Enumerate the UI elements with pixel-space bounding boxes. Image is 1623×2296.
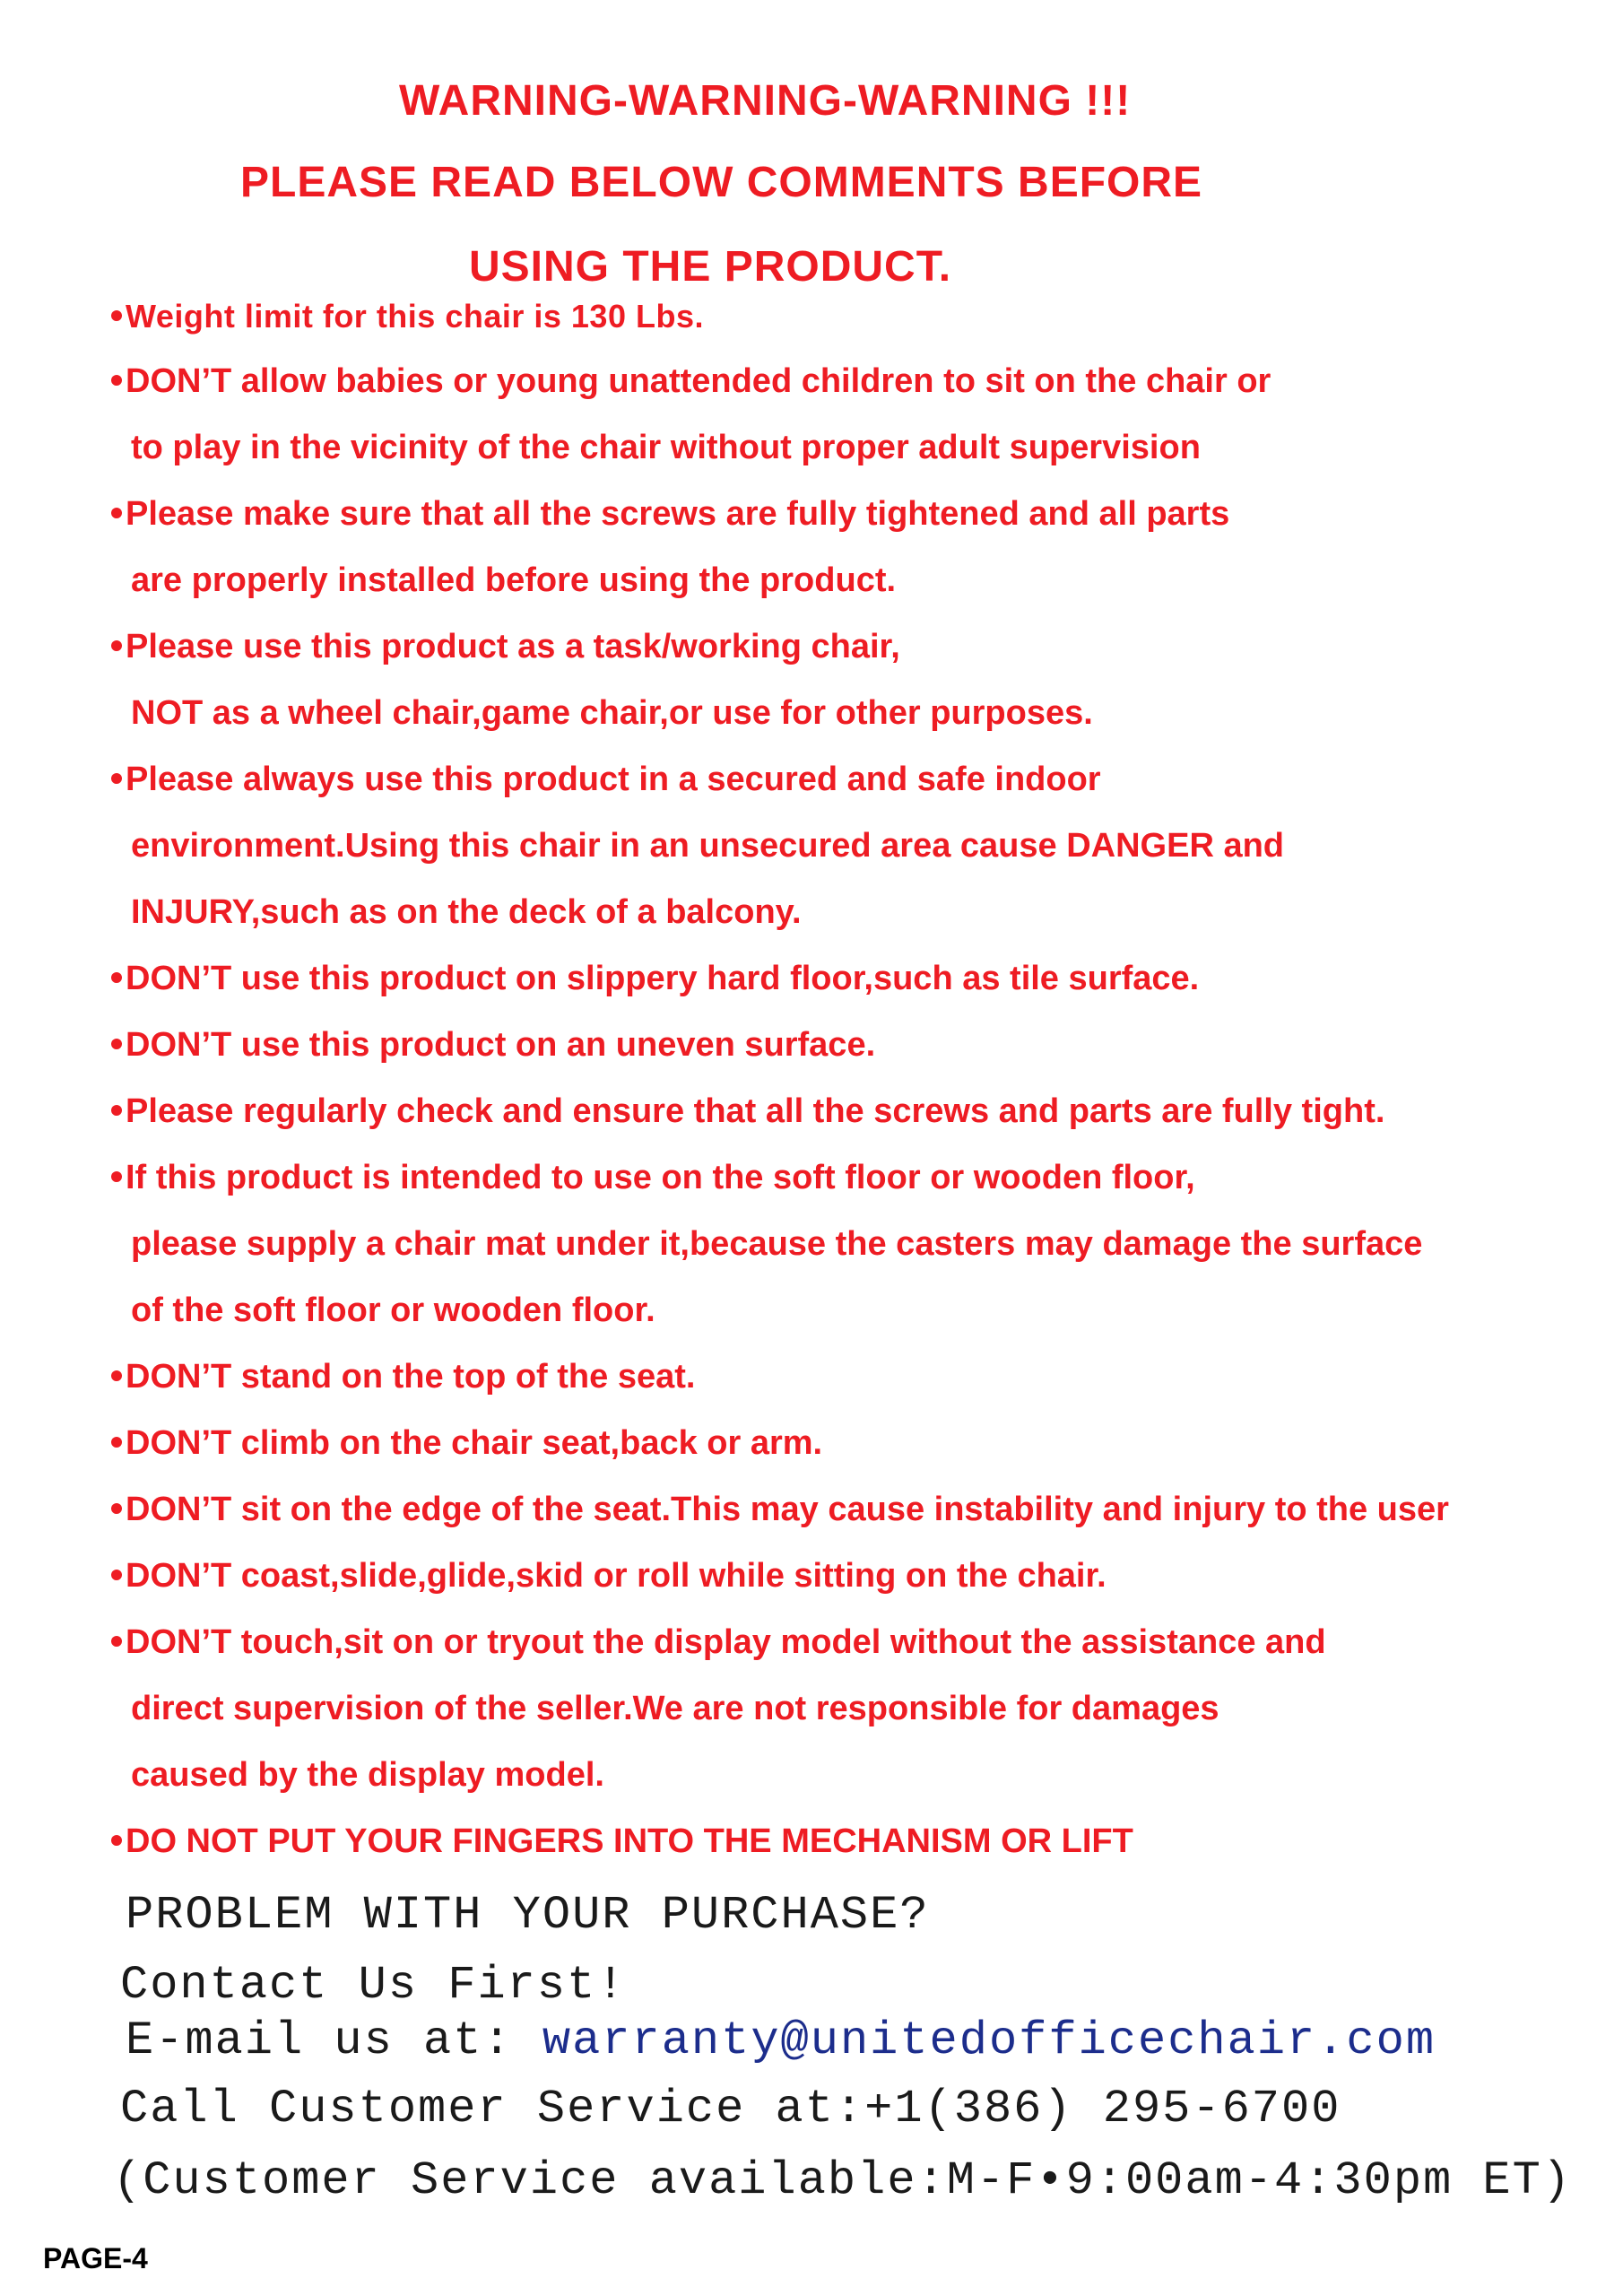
bullet-icon: [111, 1636, 122, 1647]
warning-item-soft-floor-cont-1: [131, 1225, 1422, 1264]
bullet-icon: [111, 773, 122, 784]
bullet-icon: [111, 375, 122, 386]
warning-text: DON’T coast,slide,glide,skid or roll while sitting on the chair.: [126, 1557, 1107, 1595]
warning-text: DON’T stand on the top of the seat.: [126, 1358, 696, 1396]
bullet-icon: [111, 1570, 122, 1580]
email-link[interactable]: warranty@unitedofficechair.com: [542, 2014, 1436, 2067]
bullet-icon: [111, 1171, 122, 1182]
warning-text: Weight limit for this chair is 130 Lbs.: [126, 298, 704, 335]
warning-item-slippery-floor: [111, 960, 1199, 998]
warning-item-task-chair: [111, 628, 900, 666]
warning-text: environment.Using this chair in an unsecured area cause DANGER and: [131, 827, 1285, 865]
warning-item-uneven-surface: [111, 1026, 875, 1065]
warning-text: Please use this product as a task/working chair,: [126, 628, 900, 665]
warning-text: DON’T use this product on an uneven surface.: [126, 1026, 876, 1064]
warning-item-edge-of-seat: [111, 1491, 1549, 1529]
bullet-icon: [111, 972, 122, 983]
bullet-icon: [111, 1437, 122, 1448]
bullet-icon: [111, 1503, 122, 1514]
warning-text: NOT as a wheel chair,game chair,or use for other purposes.: [131, 694, 1093, 732]
warning-text: DON’T touch,sit on or tryout the display model without the assistance and: [126, 1623, 1326, 1661]
warning-text: to play in the vicinity of the chair without proper adult supervision: [131, 429, 1201, 466]
warning-item-check-screws: [111, 1092, 1384, 1131]
bullet-icon: [111, 508, 122, 518]
contact-problem-line: PROBLEM WITH YOUR PURCHASE?: [126, 1889, 930, 1942]
warning-item-indoor: [111, 761, 1101, 799]
warning-text: DO NOT PUT YOUR FINGERS INTO THE MECHANISM OR LIFT: [126, 1822, 1133, 1860]
warning-item-display-model: [111, 1623, 1326, 1662]
contact-phone-line: Call Customer Service at:+1(386) 295-6700: [120, 2083, 1341, 2135]
bullet-icon: [111, 310, 122, 321]
warning-text: If this product is intended to use on the soft floor or wooden floor,: [126, 1159, 1195, 1196]
email-label: E-mail us at:: [126, 2014, 513, 2067]
warning-text: of the soft floor or wooden floor.: [131, 1292, 655, 1329]
warning-item-climb: [111, 1424, 822, 1463]
warning-text: DON’T use this product on slippery hard floor,such as tile surface.: [126, 960, 1200, 997]
warning-text: INJURY,such as on the deck of a balcony.: [131, 893, 802, 931]
warning-heading-2: PLEASE READ BELOW COMMENTS BEFORE: [240, 159, 1203, 206]
warning-text: Please regularly check and ensure that all the screws and parts are fully tight.: [126, 1092, 1385, 1130]
warning-text: Please always use this product in a secured and safe indoor: [126, 761, 1101, 798]
warning-heading-3: USING THE PRODUCT.: [469, 243, 952, 291]
bullet-icon: [111, 1370, 122, 1381]
page-number: PAGE-4: [43, 2242, 148, 2274]
warning-item-screws: [111, 495, 1229, 534]
contact-hours-line: (Customer Service available:M-F•9:00am-4:30pm ET): [113, 2154, 1573, 2207]
warning-item-children-cont: [131, 429, 1201, 467]
warning-item-display-model-cont-1: [131, 1690, 1219, 1728]
warning-item-weight-limit: [111, 298, 704, 335]
bullet-icon: [111, 1105, 122, 1116]
warning-item-soft-floor: [111, 1159, 1195, 1197]
warning-item-children: [111, 362, 1271, 401]
warning-item-coast-slide: [111, 1557, 1107, 1596]
warning-heading-1: WARNING-WARNING-WARNING !!!: [399, 77, 1132, 125]
warning-text: are properly installed before using the product.: [131, 561, 897, 599]
warning-item-indoor-cont-1: [131, 827, 1284, 865]
warning-text: DON’T sit on the edge of the seat.This may cause instability and injury to the user: [126, 1491, 1449, 1528]
warning-item-display-model-cont-2: [131, 1756, 604, 1795]
warning-item-task-chair-cont: [131, 694, 1093, 733]
bullet-icon: [111, 640, 122, 651]
warning-text: caused by the display model.: [131, 1756, 604, 1794]
contact-first-line: Contact Us First!: [120, 1959, 627, 2012]
warning-text: please supply a chair mat under it,because the casters may damage the surface: [131, 1225, 1423, 1263]
warning-text: DON’T climb on the chair seat,back or arm.: [126, 1424, 823, 1462]
bullet-icon: [111, 1039, 122, 1049]
bullet-icon: [111, 1835, 122, 1846]
warning-item-stand-seat: [111, 1358, 695, 1396]
warning-text: Please make sure that all the screws are fully tightened and all parts: [126, 495, 1230, 533]
warning-item-soft-floor-cont-2: [131, 1292, 655, 1330]
warning-item-screws-cont: [131, 561, 896, 600]
warning-text: DON’T allow babies or young unattended children to sit on the chair or: [126, 362, 1271, 400]
warning-item-indoor-cont-2: [131, 893, 802, 932]
contact-email-line: [126, 2014, 1436, 2067]
warning-text: direct supervision of the seller.We are not responsible for damages: [131, 1690, 1219, 1727]
warning-item-mechanism: [111, 1822, 1133, 1861]
